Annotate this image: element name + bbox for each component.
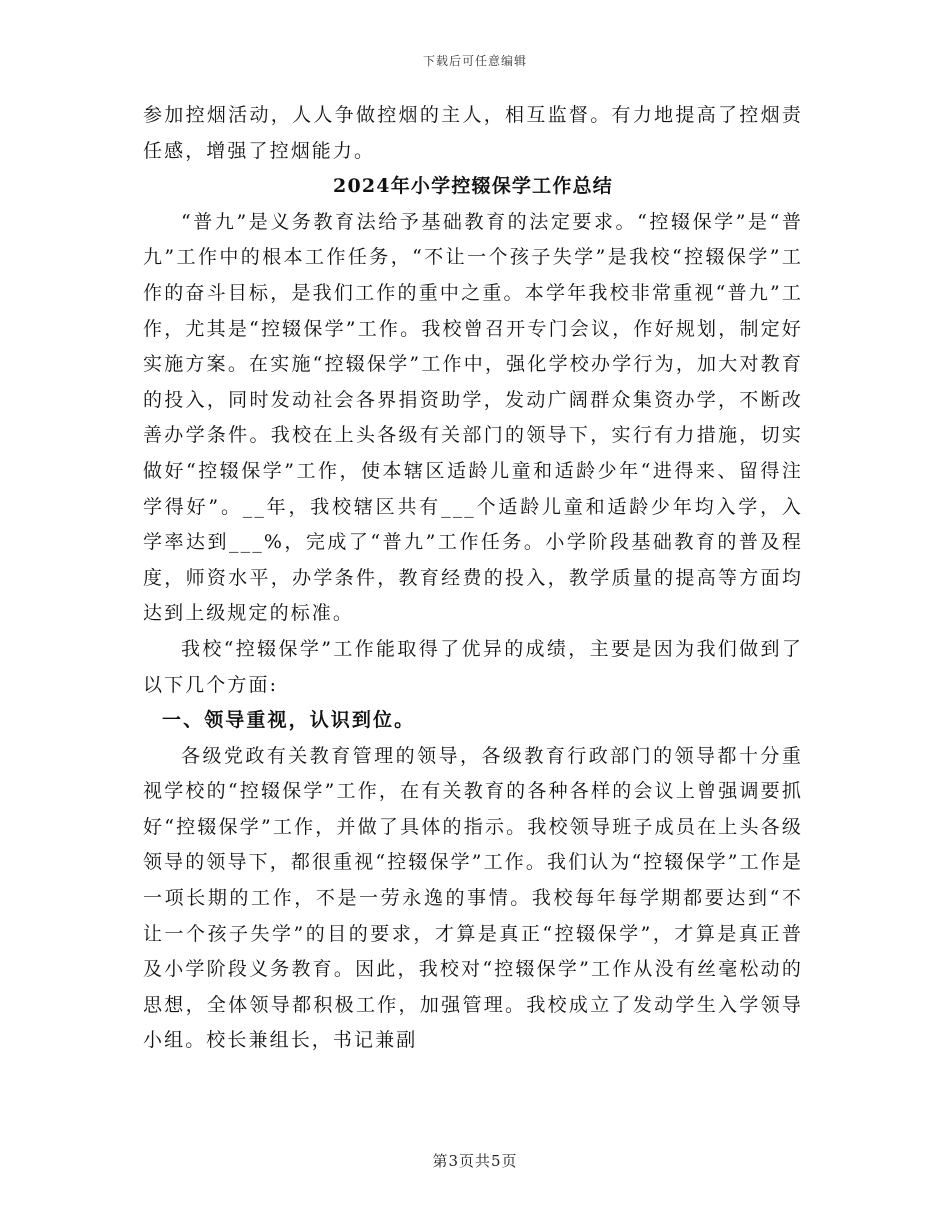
paragraph-2: 我校“控辍保学”工作能取得了优异的成绩，主要是因为我们做到了以下几个方面:: [143, 637, 803, 696]
paragraph-3: 各级党政有关教育管理的领导，各级教育行政部门的领导都十分重视学校的“控辍保学”工作，在有关教育的各种各样的会议上曾强调要抓好“控辍保学”工作，并做了具体的指示。我校领导班子成员在上头各级领导的领导下，都很重视“控辍保学”工作。我们认为“控辍保学”工作是一项长期的工作，不是一劳永逸的事情。我校每年每学期都要达到“不让一个孩子失学”的目的要求，才算是真正“控辍保学”，才算是真正普及小学阶段义务教育。因此，我校对“控辍保学”工作从没有丝毫松动的思想，全体领导都积极工作，加强管理。我校成立了发动学生入学领导小组。校长兼组长，书记兼副: [143, 744, 803, 1052]
intro-paragraph: 参加控烟活动，人人争做控烟的主人，相互监督。有力地提高了控烟责任感，增强了控烟能力。: [143, 104, 803, 162]
document-body: [143, 98, 803, 1059]
page-number: 第3页共5页: [432, 1152, 518, 1170]
download-note: 下载后可任意编辑: [422, 54, 527, 68]
section-1-heading: 一、领导重视，认识到位。: [162, 709, 416, 732]
document-title: 2024年小学控辍保学工作总结: [333, 175, 613, 198]
paragraph-1: “普九”是义务教育法给予基础教育的法定要求。“控辍保学”是“普九”工作中的根本工作任务，“不让一个孩子失学”是我校“控辍保学”工作的奋斗目标，是我们工作的重中之重。本学年我校非常重视“普九”工作，尤其是“控辍保学”工作。我校曾召开专门会议，作好规划，制定好实施方案。在实施“控辍保学”工作中，强化学校办学行为，加大对教育的投入，同时发动社会各界捐资助学，发动广阔群众集资办学，不断改善办学条件。我校在上头各级有关部门的领导下，实行有力措施，切实做好“控辍保学”工作，使本辖区适龄儿童和适龄少年“进得来、留得注学得好”。__年，我校辖区共有___个适龄儿童和适龄少年均入学，入学率达到___%，完成了“普九”工作任务。小学阶段基础教育的普及程度，师资水平，办学条件，教育经费的投入，教学质量的提高等方面均达到上级规定的标准。: [143, 210, 803, 625]
